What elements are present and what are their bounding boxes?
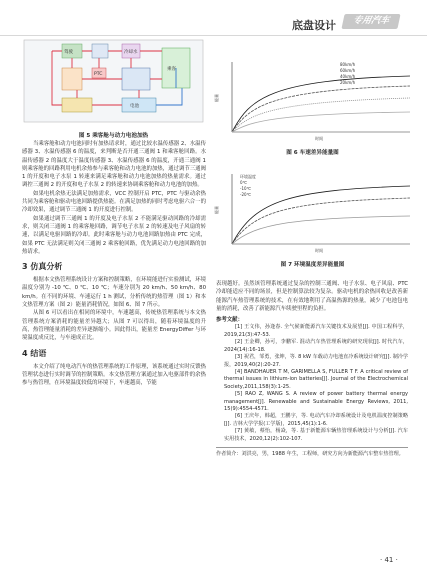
references-heading: 参考文献： bbox=[216, 317, 243, 324]
reference-item: [5] RAO Z, WANG S. A review of power battery thermal energy management[J]. Renewable and Sustainable Energy Reviews, 2011, 15(9):4554-4571. bbox=[224, 391, 408, 412]
reference-list bbox=[216, 324, 408, 443]
paragraph: 本文介绍了纯电动汽车的热管理系统的工作原理，该系统通过实时反馈热管理状态进行实时调节的控制策略。本文热管理方案通过加入电驱部件的余热参与热管理，在环境温度较低的环境下，车速越高，节能 bbox=[22, 363, 206, 387]
page-header bbox=[0, 0, 427, 38]
figure-5-caption: 图 5 乘客舱与动力电池加热 bbox=[78, 133, 149, 139]
paragraph: 根据本文热管理系统设计方案和控制策略，在环境能进行实验测试，环境温度分别为 -10 ℃、0 ℃、10 ℃；车速分别为 20 km/h、50 km/h、80 km/h。在不同的环境、车速运行 1 h 测试，分析传统的热管理（图 1）和本文热管理方案（图 2）能量消耗情况，如图 6、图 7 所示。 bbox=[22, 277, 206, 309]
paragraph: 当乘客舱和动力电池同时有加热请求时，通过比较水温传感器 2、水温传感器 3、水温传感器 6 的温度，来判断是否开通三通阀 1 和乘客舱回路。水温传感器 2 的温度大于温度传感器 3、水温传感器 6 的温度，开通三通阀 1 则乘客舱的回路利用电机余热参与乘客舱和动力电池的加热，通过调节三通阀 1 的开度和电子水泵 1 转速来满足乘客舱和动力电池加热的热量需求。通过调控三通阀 2 的开度和电子水泵 2 的转速来协调乘客舱和动力电池的加热。 bbox=[22, 141, 206, 189]
reference-item: [7] 黄敏，蔡怡，杨焱，等. 基于新能源车辆热管理系统设计与分析[J]. 汽车实用技术，2020,12(2):102-107. bbox=[224, 428, 408, 442]
page-number: · 41 · bbox=[380, 556, 398, 564]
legend-m20c: -20℃ bbox=[240, 192, 252, 197]
legend-60: 60km/h bbox=[340, 68, 356, 73]
y-label: 能量 bbox=[214, 94, 219, 102]
label-ptc: PTC bbox=[94, 72, 103, 77]
y-label: 能量 bbox=[214, 206, 219, 214]
paragraph: 如果通过调节三通阀 1 的开度及电子水泵 2 不能满足驱动回路的冷却需求，则关闭三通阀 1 的乘客舱回路，调节电子水泵 2 的转速及电子风扇的转速，以满足电驱回路的冷却。此时乘客舱与动力电池回路加热由 PTC 完成，如果 PTC 无法满足则关闭三通阀 2 乘客舱回路，优先满足动力电池回路的加热请求。 bbox=[22, 215, 206, 255]
reference-item: [2] 王金卿，孙可，李鹏军. 混动汽车热管理系统的研究现状[J]. 时代汽车，2024(14):16-18. bbox=[224, 339, 408, 353]
label-drive: 驾驶 bbox=[64, 50, 73, 55]
legend-20: 20km/h bbox=[340, 80, 356, 85]
author-bio: 作者简介：刘洪亮，男，1988 年生，工程师，研究方向为新能源汽车整车热管理。 bbox=[216, 447, 408, 458]
label-cabin: 乘客 bbox=[167, 67, 176, 72]
figure-7-caption: 图 7 环境温度差异能量图 bbox=[280, 262, 345, 268]
label-coolant: 冷却水 bbox=[124, 50, 138, 55]
reference-item: [3] 祝君，邹勇，张坤，等. 8 kW 车载动力电池直冷系统设计研究[J]. 制冷学报，2019,40(2):20-27. bbox=[224, 354, 408, 368]
figure-6-caption: 图 6 车速差异能量图 bbox=[286, 150, 339, 156]
legend-40: 40km/h bbox=[340, 74, 356, 79]
reference-item: [1] 王文伟，孙逢春. 全气候新能源汽车关键技术及展望[J]. 中国工程科学，2019,21(3):47-53. bbox=[224, 324, 408, 338]
right-column bbox=[216, 280, 408, 458]
figure-7 bbox=[210, 170, 415, 270]
temperature-energy-chart bbox=[210, 170, 415, 256]
section-title: 底盘设计 bbox=[292, 19, 336, 32]
paragraph: 如果电机余热无法满足加热需求，VCC 控制开启 PTC，PTC 与驱动余热共同为乘客舱和驱动电池回路提供热能。在满足加热的同时考虑电驱六合一的冷却效果，通过调节三通阀 1 的开度进行控制。 bbox=[22, 190, 206, 214]
reference-item: [6] 王庆年，韩超，王鹏宇，等. 电动汽车冷却系统设计及电机温度控制策略[J]. 吉林大学学报(工学版)，2015,45(1):1-6. bbox=[224, 413, 408, 427]
figure-5 bbox=[22, 38, 205, 139]
speed-energy-chart bbox=[210, 58, 415, 144]
paragraph: 表现越好。虽然该管理系统通过复杂的控制三通阀、电子水泵、电子风扇、PTC 冷却能适应不同的场景，但是控制算法较为复杂。驱动电机的余热回收是改善新能源汽车热管理系统的技术，在有效地利用了高温热源的热量，减少了电池包电量的消耗，改善了新能源汽车续驶里程的负担。 bbox=[216, 281, 408, 312]
legend-title: 环境温度 bbox=[240, 174, 256, 179]
legend-0c: 0℃ bbox=[240, 180, 248, 185]
legend-80: 80km/h bbox=[340, 62, 356, 67]
paragraph: 从图 6 可以看出在相同的环境中，车速越高，传统热管理系统与本文热管理系统方案消耗的能量差异越大；从图 7 可以得出，随着环境温度的升高，热管理能量消耗的差异逐渐缩小。因此得出，能量差 EnergyDiffer 与环境温度成反比，与车速成正比。 bbox=[22, 310, 206, 342]
thermal-system-diagram bbox=[22, 38, 205, 124]
x-label: 时间 bbox=[315, 248, 323, 253]
section-heading: 4 结语 bbox=[22, 348, 47, 358]
section-heading: 3 仿真分析 bbox=[22, 262, 63, 272]
label-battery: 电池 bbox=[130, 104, 139, 109]
reference-item: [4] BANDHAUER T M, GARIMELLA S, FULLER T F. A critical review of thermal issues in lithium-ion batteries[J]. Journal of the Electrochemical Society,2011,158(3):1-25. bbox=[224, 368, 408, 390]
left-column bbox=[22, 140, 206, 387]
x-label: 时间 bbox=[315, 136, 323, 141]
header-rule bbox=[0, 35, 427, 36]
legend-m10c: -10℃ bbox=[240, 186, 252, 191]
figure-6 bbox=[210, 58, 415, 158]
magazine-logo: 专用汽车 bbox=[341, 14, 400, 29]
